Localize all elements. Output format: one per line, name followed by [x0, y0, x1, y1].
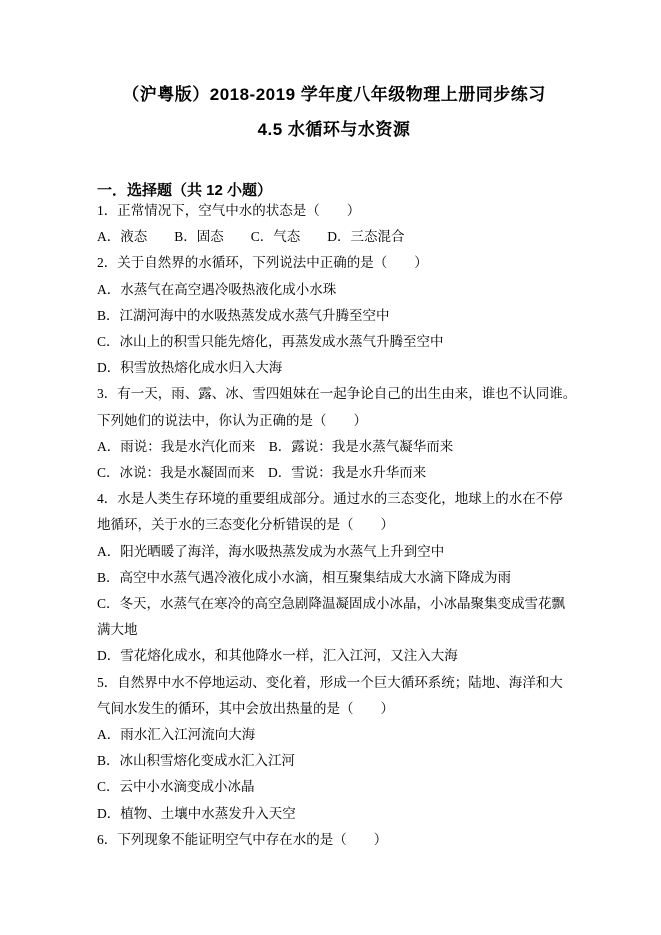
text-line: C．冰山上的积雪只能先熔化，再蒸发成水蒸气升腾至空中 — [97, 334, 444, 350]
text-line: D．积雪放热熔化成水归入大海 — [97, 360, 283, 376]
text-line: A．水蒸气在高空遇冷吸热液化成小水珠 — [97, 281, 337, 297]
text-line: C．冬天，水蒸气在寒冷的高空急剧降温凝固成小冰晶，小冰晶聚集变成雪花飘 — [97, 596, 566, 612]
text-line: 5．自然界中水不停地运动、变化着，形成一个巨大循环系统；陆地、海洋和大 — [97, 674, 563, 690]
text-line: 1．正常情况下，空气中水的状态是（ ） — [97, 203, 361, 218]
text-line: B．高空中水蒸气遇冷液化成小水滴，相互聚集结成大水滴下降成为雨 — [97, 569, 512, 585]
text-line: 4．水是人类生存环境的重要组成部分。通过水的三态变化，地球上的水在不停 — [97, 491, 563, 507]
text-line: 满大地 — [97, 622, 138, 638]
text-line: C．冰说：我是水凝固而来 D．雪说：我是水升华而来 — [97, 465, 427, 481]
text-line: 气间水发生的循环，其中会放出热量的是（ ） — [97, 700, 394, 716]
doc-subtitle: 4.5 水循环与水资源 — [257, 120, 411, 139]
text-line: A．阳光晒暖了海洋，海水吸热蒸发成为水蒸气上升到空中 — [97, 543, 445, 559]
question-lines — [97, 198, 577, 853]
text-line: A．雨说：我是水汽化而来 B．露说：我是水蒸气凝华而来 — [97, 438, 454, 454]
text-line: B．冰山积雪熔化变成水汇入江河 — [97, 753, 296, 769]
section-header: 一．选择题（共 12 小题） — [97, 182, 273, 199]
text-line: A．雨水汇入江河流向大海 — [97, 727, 256, 743]
text-line: 下列她们的说法中，你认为正确的是（ ） — [97, 412, 367, 428]
text-line: A．液态 B．固态 C．气态 D．三态混合 — [97, 229, 405, 245]
text-line: C．云中小水滴变成小冰晶 — [97, 779, 255, 795]
text-line: 6．下列现象不能证明空气中存在水的是（ ） — [97, 831, 388, 847]
doc-title: （沪粤版）2018-2019 学年度八年级物理上册同步练习 — [122, 85, 546, 104]
text-line: D．雪花熔化成水，和其他降水一样，汇入江河，又注入大海 — [97, 648, 458, 664]
text-line: 地循环，关于水的三态变化分析错误的是（ ） — [97, 517, 394, 533]
text-line: 2．关于自然界的水循环，下列说法中正确的是（ ） — [97, 255, 428, 271]
text-line: B．江湖河海中的水吸热蒸发成水蒸气升腾至空中 — [97, 307, 390, 323]
text-line: D．植物、土壤中水蒸发升入天空 — [97, 805, 296, 821]
text-line: 3．有一天，雨、露、冰、雪四姐妹在一起争论自己的出生由来，谁也不认同谁。 — [97, 386, 577, 402]
